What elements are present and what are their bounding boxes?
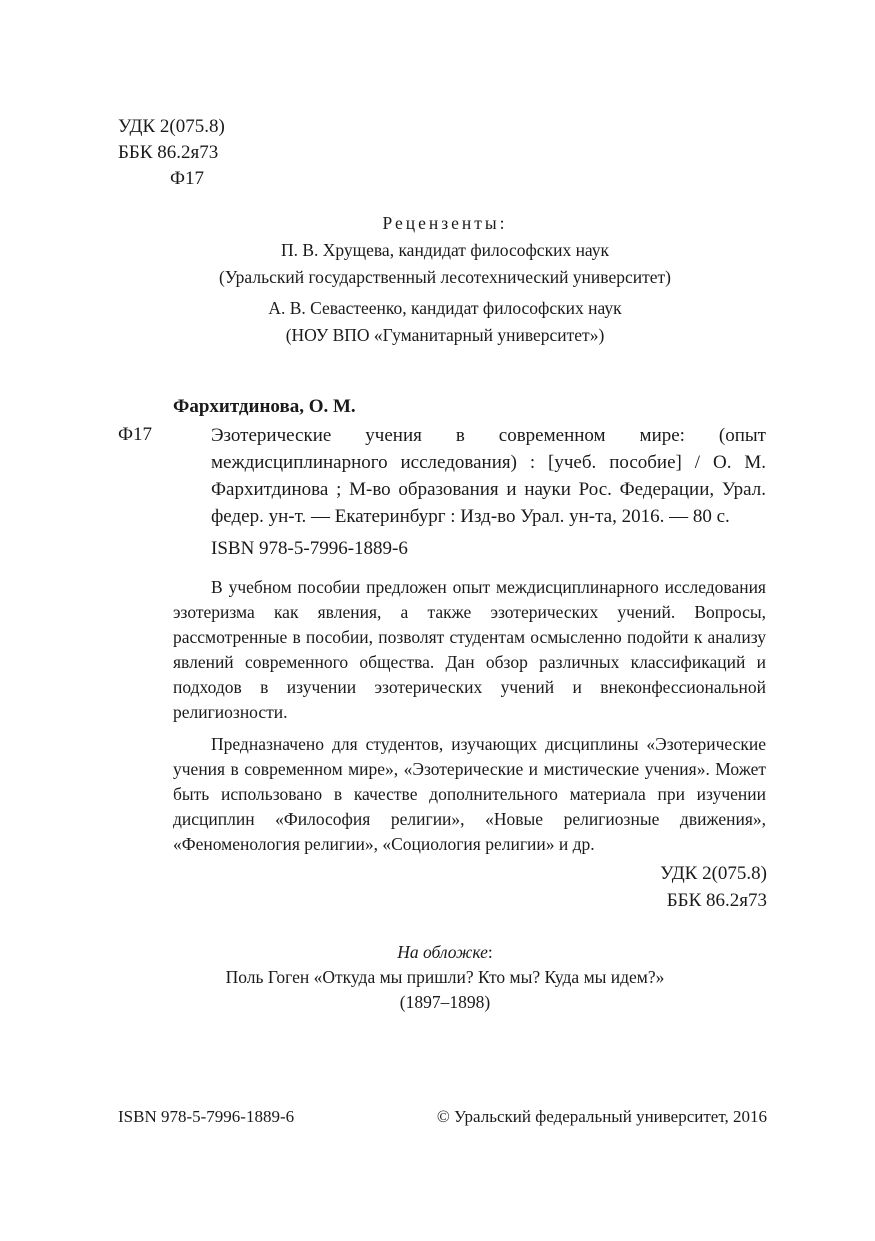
reviewers-heading: Рецензенты:: [382, 213, 508, 233]
isbn-main: ISBN 978-5-7996-1889-6: [211, 538, 408, 559]
cover-label: На обложке: [397, 942, 488, 962]
abstract-paragraph-1: В учебном пособии предложен опыт междисциплинарного исследования эзотеризма как явления, а также эзотерических учений. Вопросы, рассмотренные в пособии, позволят студентам осмысленно подойти к анализу явлений современного общества. Дан обзор различных классификаций и подходов в изучении эзотерических учений и внеконфессиональной религиозности.: [173, 577, 766, 722]
cover-note: [120, 940, 770, 1015]
author-mark-top: Ф17: [170, 168, 205, 189]
bbk-code-bottom: ББК 86.2я73: [666, 890, 767, 911]
abstract-paragraph-2: Предназначено для студентов, изучающих дисциплины «Эзотерические учения в современном мире», «Эзотерические и мистические учения». Может быть использовано в качестве дополнительного материала при изучении дисциплин «Философия религии», «Новые религиозные движения», «Феноменология религии», «Социология религии» и др.: [173, 734, 766, 854]
author-mark: Ф17: [118, 424, 153, 445]
footer-isbn: ISBN 978-5-7996-1889-6: [118, 1107, 295, 1126]
cover-title: Поль Гоген «Откуда мы пришли? Кто мы? Куда мы идем?»: [225, 967, 665, 987]
bbk-code-top: ББК 86.2я73: [118, 142, 219, 163]
bibliographic-description: Эзотерические учения в современном мире: (опыт междисциплинарного исследования) : [учеб. пособие] / О. М. Фархитдинова ; М-во образования и науки Рос. Федерации, Урал. федер. ун-т. — Екатеринбург : Изд-во Урал. ун-та, 2016. — 80 с.: [211, 425, 766, 527]
abstract: [173, 575, 766, 864]
reviewer-2-affiliation: (НОУ ВПО «Гуманитарный университет»): [285, 325, 605, 345]
reviewers-block: [140, 210, 750, 349]
footer-copyright: © Уральский федеральный университет, 2016: [436, 1107, 767, 1126]
cover-years: (1897–1898): [399, 992, 491, 1012]
reviewer-2-name: А. В. Севастеенко, кандидат философских наук: [268, 298, 622, 318]
bottom-codes: [660, 860, 767, 914]
cover-label-line: [120, 940, 770, 965]
reviewer-1-affiliation: (Уральский государственный лесотехнический университет): [219, 267, 671, 287]
udk-code-bottom: УДК 2(075.8): [660, 863, 767, 884]
cover-label-colon: :: [487, 942, 493, 962]
udk-code-top: УДК 2(075.8): [118, 116, 225, 137]
author-name: Фархитдинова, О. М.: [173, 396, 356, 417]
reviewer-1-name: П. В. Хрущева, кандидат философских наук: [280, 240, 610, 260]
